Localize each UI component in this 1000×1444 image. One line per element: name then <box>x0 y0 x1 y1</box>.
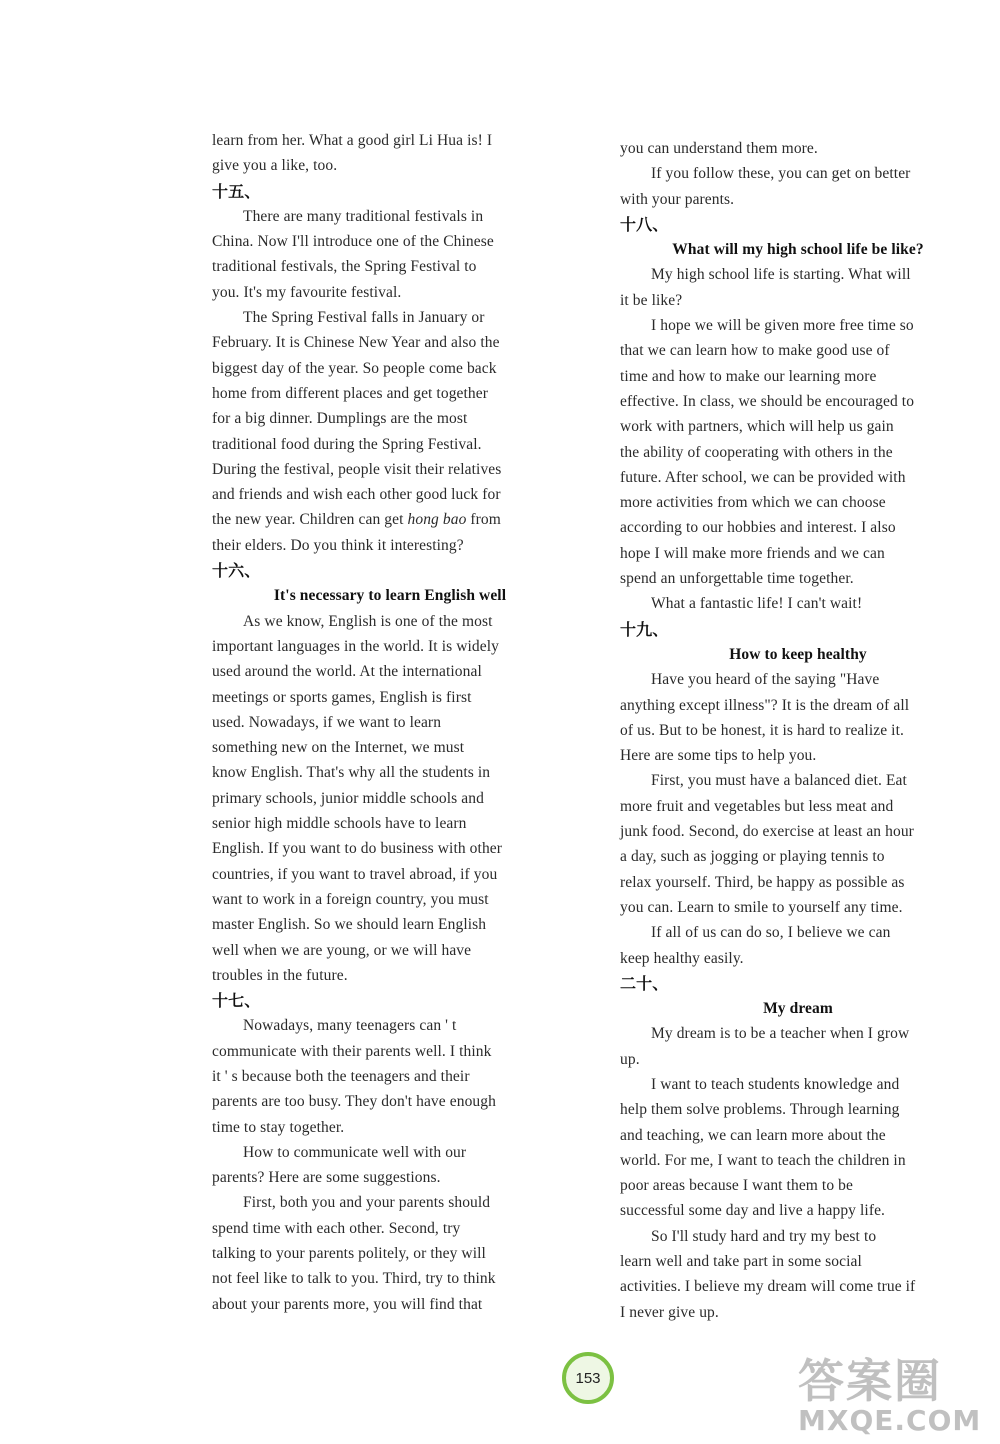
text-line: their elders. Do you think it interesting? <box>212 536 464 554</box>
paragraph <box>620 1021 976 1072</box>
text-line: How to communicate well with our <box>243 1143 467 1161</box>
text-line: China. Now I'll introduce one of the Chinese <box>212 233 494 251</box>
text-line: of us. But to be honest, it is hard to realize it. <box>620 721 904 739</box>
section-number: 十八、 <box>620 214 669 234</box>
text-line: and friends and wish each other good luck for <box>212 486 501 504</box>
text-line: work with partners, which will help us gain <box>620 418 894 436</box>
text-line: meetings or sports games, English is first <box>212 688 472 706</box>
text-line: it be like? <box>620 291 683 309</box>
paragraph <box>212 1013 568 1139</box>
text-line: senior high middle schools have to learn <box>212 815 467 833</box>
text-line: you. It's my favourite festival. <box>212 283 402 301</box>
text-line: more activities from which we can choose <box>620 494 886 512</box>
paragraph <box>212 305 568 507</box>
text-line: the new year. Children can get hong bao from <box>212 511 501 529</box>
page-number-badge <box>562 1352 614 1404</box>
text-line: you can understand them more. <box>620 140 818 157</box>
text-line: spend time with each other. Second, try <box>212 1219 461 1237</box>
text-line: future. After school, we can be provided with <box>620 468 906 486</box>
text-line: up. <box>620 1050 640 1068</box>
text-line: help them solve problems. Through learning <box>620 1101 900 1119</box>
text-line: not feel like to talk to you. Third, try to think <box>212 1270 496 1288</box>
paragraph <box>620 768 976 920</box>
watermark-text: MXQE.COM <box>798 1404 982 1437</box>
text-line: traditional food during the Spring Festival. <box>212 435 482 453</box>
section-number: 十六、 <box>212 561 261 581</box>
text-line: biggest day of the year. So people come back <box>212 359 497 377</box>
text-line: hope I will make more friends and we can <box>620 544 885 562</box>
paragraph <box>620 1072 976 1224</box>
text-line: something new on the Internet, we must <box>212 739 465 757</box>
text-line: First, both you and your parents should <box>243 1194 491 1212</box>
text-line: know English. That's why all the students in <box>212 764 491 782</box>
text-line: If you follow these, you can get on better <box>651 165 911 183</box>
text-line: Have you heard of the saying "Have <box>651 671 880 689</box>
text-line: During the festival, people visit their relatives <box>212 460 502 478</box>
text-line: parents? Here are some suggestions. <box>212 1169 441 1187</box>
text-line: troubles in the future. <box>212 966 348 984</box>
text-line: for a big dinner. Dumplings are the most <box>212 410 468 428</box>
text-line: used around the world. At the international <box>212 663 482 681</box>
text-line: a day, such as jogging or playing tennis to <box>620 848 885 866</box>
text-line: primary schools, junior middle schools and <box>212 789 484 807</box>
text-line: anything except illness"? It is the dream of all <box>620 696 910 714</box>
text-line: I hope we will be given more free time so <box>651 317 914 335</box>
text-line: communicate with their parents well. I think <box>212 1042 492 1060</box>
text-line: according to our hobbies and interest. I also <box>620 519 896 537</box>
text-line: relax yourself. Third, be happy as possible as <box>620 873 905 891</box>
text-line: My high school life is starting. What will <box>651 266 911 284</box>
paragraph <box>620 313 976 591</box>
text-line: As we know, English is one of the most <box>243 612 493 630</box>
text-line: well when we are young, or we will have <box>212 941 472 959</box>
essay-title: What will my high school life be like? <box>672 241 924 259</box>
text-line: So I'll study hard and try my best to <box>651 1227 877 1245</box>
text-line: countries, if you want to travel abroad, if you <box>212 865 498 883</box>
text-line: What a fantastic life! I can't wait! <box>651 595 863 613</box>
text-line: you can. Learn to smile to yourself any time. <box>620 898 903 916</box>
text-line: about your parents more, you will find that <box>212 1295 483 1313</box>
text-line: I want to teach students knowledge and <box>651 1075 900 1093</box>
page-number: 153 <box>575 1369 601 1387</box>
watermark <box>798 1356 994 1438</box>
left-column <box>212 128 568 1317</box>
text-line: Nowadays, many teenagers can ' t <box>243 1017 457 1035</box>
paragraph <box>620 920 976 971</box>
text-line: want to work in a foreign country, you must <box>212 890 489 908</box>
section-number: 二十、 <box>620 973 669 993</box>
paragraph <box>212 1190 568 1316</box>
text-line: learn from her. What a good girl Li Hua is! I <box>212 132 493 149</box>
text-line: parents are too busy. They don't have enough <box>212 1093 496 1111</box>
paragraph <box>212 128 568 179</box>
paragraph <box>212 507 568 558</box>
text-line: traditional festivals, the Spring Festival to <box>212 258 477 276</box>
text-line: the ability of cooperating with others in the <box>620 443 893 461</box>
text-line: activities. I believe my dream will come true if <box>620 1278 916 1296</box>
essay-title: My dream <box>763 1000 833 1018</box>
paragraph <box>620 262 976 313</box>
essay-title: It's necessary to learn English well <box>273 587 507 605</box>
text-line: First, you must have a balanced diet. Eat <box>651 772 907 790</box>
text-line: There are many traditional festivals in <box>243 207 484 225</box>
text-line: My dream is to be a teacher when I grow <box>651 1025 910 1043</box>
italic-term: hong bao <box>407 511 467 529</box>
section-number: 十七、 <box>212 991 261 1011</box>
paragraph <box>212 609 568 988</box>
text-line: junk food. Second, do exercise at least an hour <box>620 823 914 841</box>
text-line: important languages in the world. It is widely <box>212 637 499 655</box>
section-number: 十五、 <box>212 181 261 201</box>
text-line: Here are some tips to help you. <box>620 747 817 765</box>
text-line: If all of us can do so, I believe we can <box>651 924 891 942</box>
paragraph <box>212 1140 568 1191</box>
text-line: time and how to make our learning more <box>620 367 877 385</box>
text-line: poor areas because I want them to be <box>620 1177 853 1195</box>
paragraph <box>212 204 568 305</box>
paragraph <box>620 667 976 768</box>
text-line: that we can learn how to make good use of <box>620 342 890 360</box>
text-line: used. Nowadays, if we want to learn <box>212 713 442 731</box>
paragraph <box>620 591 976 616</box>
text-line: world. For me, I want to teach the children in <box>620 1151 906 1169</box>
text-line: master English. So we should learn English <box>212 916 487 934</box>
right-column <box>620 136 976 1325</box>
text-line: talking to your parents politely, or they will <box>212 1245 486 1263</box>
paragraph <box>620 1224 976 1325</box>
text-line: more fruit and vegetables but less meat and <box>620 797 894 815</box>
text-line: successful some day and live a happy life. <box>620 1202 886 1220</box>
section-number: 十九、 <box>620 619 669 639</box>
text-line: I never give up. <box>620 1303 719 1321</box>
text-line: give you a like, too. <box>212 157 338 175</box>
text-line: with your parents. <box>620 190 735 208</box>
text-line: February. It is Chinese New Year and also the <box>212 334 500 352</box>
text-line: English. If you want to do business with other <box>212 840 503 858</box>
text-line: keep healthy easily. <box>620 949 744 967</box>
text-line: it ' s because both the teenagers and their <box>212 1067 470 1085</box>
text-line: The Spring Festival falls in January or <box>243 309 485 327</box>
watermark-logo: 答案圈 <box>798 1354 942 1408</box>
text-line: effective. In class, we should be encouraged to <box>620 392 915 410</box>
text-line: spend an unforgettable time together. <box>620 570 854 588</box>
text-line: and teaching, we can learn more about the <box>620 1126 886 1144</box>
essay-title: How to keep healthy <box>729 645 867 663</box>
text-line: learn well and take part in some social <box>620 1253 862 1271</box>
text-line: time to stay together. <box>212 1118 345 1136</box>
text-line: home from different places and get together <box>212 384 489 402</box>
paragraph <box>620 136 976 161</box>
paragraph <box>620 161 976 212</box>
